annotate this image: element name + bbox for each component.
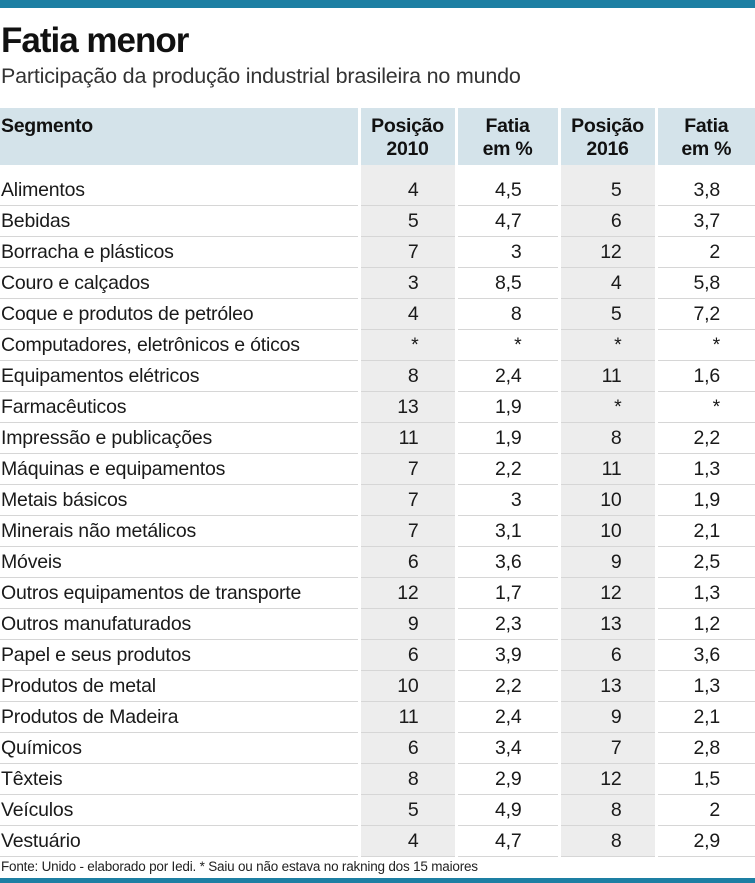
table-row (0, 795, 755, 826)
cell-share-2016: 2,5 (656, 547, 755, 578)
cell-share-2016: 1,3 (656, 671, 755, 702)
cell-position-2016: 6 (559, 206, 656, 237)
cell-share-2010: 1,9 (456, 423, 559, 454)
cell-share-2016: 2 (656, 795, 755, 826)
page-title: Fatia menor (1, 21, 189, 60)
table-spacer (0, 165, 755, 175)
cell-share-2016: * (656, 392, 755, 423)
cell-share-2010: 2,2 (456, 671, 559, 702)
cell-position-2016: 9 (559, 702, 656, 733)
cell-share-2016: 1,9 (656, 485, 755, 516)
table-row (0, 175, 755, 206)
cell-share-2010: 4,9 (456, 795, 559, 826)
cell-share-2010: 3,4 (456, 733, 559, 764)
table-body (0, 165, 755, 857)
cell-share-2016: * (656, 330, 755, 361)
cell-share-2016: 2,1 (656, 516, 755, 547)
cell-segment: Outros equipamentos de transporte (0, 578, 359, 609)
table-row (0, 392, 755, 423)
cell-position-2010: 7 (359, 237, 456, 268)
bottom-accent-bar (0, 878, 755, 883)
table-row (0, 485, 755, 516)
cell-position-2010: 13 (359, 392, 456, 423)
cell-share-2010: 2,2 (456, 454, 559, 485)
cell-position-2010: 7 (359, 454, 456, 485)
cell-position-2010: 3 (359, 268, 456, 299)
table-row (0, 361, 755, 392)
cell-share-2010: 3,6 (456, 547, 559, 578)
table-row (0, 578, 755, 609)
cell-position-2010: 6 (359, 733, 456, 764)
table-row (0, 516, 755, 547)
cell-position-2010: 4 (359, 299, 456, 330)
table-row (0, 206, 755, 237)
cell-position-2010: 8 (359, 361, 456, 392)
table-row (0, 547, 755, 578)
cell-share-2016: 2,1 (656, 702, 755, 733)
cell-share-2010: 3 (456, 237, 559, 268)
cell-position-2016: 8 (559, 423, 656, 454)
cell-segment: Farmacêuticos (0, 392, 359, 423)
cell-position-2016: 13 (559, 609, 656, 640)
cell-share-2010: 4,5 (456, 175, 559, 206)
cell-segment: Móveis (0, 547, 359, 578)
cell-position-2010: 6 (359, 547, 456, 578)
cell-position-2016: 11 (559, 454, 656, 485)
cell-position-2010: 11 (359, 423, 456, 454)
cell-segment: Bebidas (0, 206, 359, 237)
table-row (0, 299, 755, 330)
cell-position-2010: * (359, 330, 456, 361)
cell-segment: Computadores, eletrônicos e óticos (0, 330, 359, 361)
cell-position-2010: 7 (359, 516, 456, 547)
table-row (0, 330, 755, 361)
data-table (0, 108, 755, 857)
cell-position-2016: 12 (559, 764, 656, 795)
cell-segment: Couro e calçados (0, 268, 359, 299)
cell-position-2016: 13 (559, 671, 656, 702)
cell-share-2010: 1,7 (456, 578, 559, 609)
cell-position-2016: * (559, 330, 656, 361)
cell-segment: Minerais não metálicos (0, 516, 359, 547)
cell-share-2010: 3 (456, 485, 559, 516)
cell-share-2010: * (456, 330, 559, 361)
page-subtitle: Participação da produção industrial brasileira no mundo (1, 64, 521, 88)
cell-position-2016: 12 (559, 237, 656, 268)
column-header-position-2016: Posição 2016 (559, 108, 656, 165)
cell-share-2016: 5,8 (656, 268, 755, 299)
cell-segment: Outros manufaturados (0, 609, 359, 640)
cell-position-2016: 6 (559, 640, 656, 671)
table-header (0, 108, 755, 165)
cell-share-2010: 8 (456, 299, 559, 330)
cell-position-2016: 4 (559, 268, 656, 299)
cell-position-2010: 10 (359, 671, 456, 702)
cell-share-2016: 2,2 (656, 423, 755, 454)
table-row (0, 764, 755, 795)
cell-position-2016: 8 (559, 795, 656, 826)
top-accent-bar (0, 0, 755, 8)
cell-share-2016: 1,2 (656, 609, 755, 640)
cell-share-2016: 3,6 (656, 640, 755, 671)
cell-segment: Produtos de Madeira (0, 702, 359, 733)
table-row (0, 826, 755, 857)
table-row (0, 702, 755, 733)
cell-position-2016: 5 (559, 299, 656, 330)
cell-segment: Equipamentos elétricos (0, 361, 359, 392)
cell-segment: Borracha e plásticos (0, 237, 359, 268)
cell-share-2010: 2,3 (456, 609, 559, 640)
cell-share-2010: 4,7 (456, 206, 559, 237)
cell-share-2016: 2,8 (656, 733, 755, 764)
cell-position-2016: 10 (559, 516, 656, 547)
cell-segment: Vestuário (0, 826, 359, 857)
cell-segment: Metais básicos (0, 485, 359, 516)
cell-share-2010: 8,5 (456, 268, 559, 299)
table-row (0, 268, 755, 299)
cell-share-2010: 2,9 (456, 764, 559, 795)
cell-share-2016: 1,6 (656, 361, 755, 392)
cell-position-2010: 6 (359, 640, 456, 671)
cell-segment: Veículos (0, 795, 359, 826)
cell-share-2010: 3,9 (456, 640, 559, 671)
cell-position-2010: 5 (359, 206, 456, 237)
cell-share-2016: 3,7 (656, 206, 755, 237)
cell-share-2016: 2,9 (656, 826, 755, 857)
cell-segment: Têxteis (0, 764, 359, 795)
cell-share-2016: 1,5 (656, 764, 755, 795)
cell-share-2010: 1,9 (456, 392, 559, 423)
table-row (0, 237, 755, 268)
table-row (0, 454, 755, 485)
cell-share-2010: 2,4 (456, 702, 559, 733)
table-row (0, 423, 755, 454)
table-row (0, 733, 755, 764)
column-header-share-2010: Fatia em % (456, 108, 559, 165)
cell-segment: Máquinas e equipamentos (0, 454, 359, 485)
cell-segment: Químicos (0, 733, 359, 764)
column-header-position-2010: Posição 2010 (359, 108, 456, 165)
cell-position-2010: 7 (359, 485, 456, 516)
cell-position-2010: 4 (359, 175, 456, 206)
cell-segment: Impressão e publicações (0, 423, 359, 454)
source-footnote: Fonte: Unido - elaborado por Iedi. * Saiu ou não estava no rakning dos 15 maiores (1, 859, 478, 874)
table-row (0, 640, 755, 671)
table-row (0, 609, 755, 640)
cell-share-2016: 2 (656, 237, 755, 268)
cell-position-2016: 10 (559, 485, 656, 516)
column-header-segment: Segmento (0, 108, 359, 165)
cell-share-2010: 3,1 (456, 516, 559, 547)
cell-position-2010: 8 (359, 764, 456, 795)
cell-share-2010: 2,4 (456, 361, 559, 392)
cell-position-2016: 8 (559, 826, 656, 857)
cell-position-2016: 5 (559, 175, 656, 206)
cell-position-2016: 9 (559, 547, 656, 578)
cell-position-2010: 9 (359, 609, 456, 640)
cell-segment: Alimentos (0, 175, 359, 206)
cell-position-2016: 11 (559, 361, 656, 392)
cell-share-2010: 4,7 (456, 826, 559, 857)
cell-share-2016: 7,2 (656, 299, 755, 330)
column-header-share-2016: Fatia em % (656, 108, 755, 165)
cell-share-2016: 1,3 (656, 454, 755, 485)
cell-position-2010: 12 (359, 578, 456, 609)
cell-position-2016: 12 (559, 578, 656, 609)
cell-segment: Papel e seus produtos (0, 640, 359, 671)
table-row (0, 671, 755, 702)
cell-position-2010: 4 (359, 826, 456, 857)
cell-position-2010: 5 (359, 795, 456, 826)
cell-position-2016: 7 (559, 733, 656, 764)
cell-position-2010: 11 (359, 702, 456, 733)
cell-segment: Coque e produtos de petróleo (0, 299, 359, 330)
cell-position-2016: * (559, 392, 656, 423)
cell-share-2016: 1,3 (656, 578, 755, 609)
cell-share-2016: 3,8 (656, 175, 755, 206)
cell-segment: Produtos de metal (0, 671, 359, 702)
